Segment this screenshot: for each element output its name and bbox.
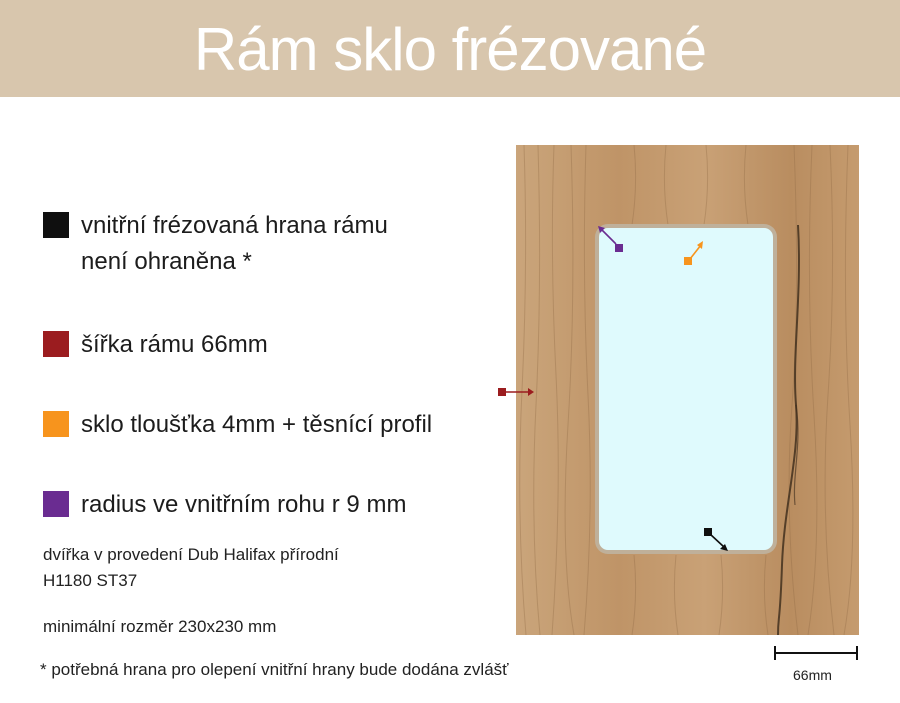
scale-bar (773, 644, 859, 662)
legend-swatch-red (43, 331, 69, 357)
legend-swatch-black (43, 212, 69, 238)
glass-thickness-marker (682, 238, 708, 268)
finish-note-line1: dvířka v provedení Dub Halifax přírodní (43, 545, 339, 564)
legend-swatch-purple (43, 491, 69, 517)
corner-radius-marker (596, 224, 628, 254)
legend-label-corner-radius: radius ve vnitřním rohu r 9 mm (81, 491, 407, 518)
legend-label-inner-edge-line2: není ohraněna * (81, 248, 252, 275)
glass-pane (599, 228, 773, 550)
scale-bar-label: 66mm (793, 667, 832, 683)
min-size-note: minimální rozměr 230x230 mm (43, 617, 277, 636)
legend-label-frame-width: šířka rámu 66mm (81, 331, 268, 358)
legend-swatch-orange (43, 411, 69, 437)
door-frame-diagram (516, 145, 859, 635)
page-title: Rám sklo frézované (193, 16, 707, 83)
finish-note-line2: H1180 ST37 (43, 571, 138, 590)
legend-label-inner-edge-line1: vnitřní frézovaná hrana rámu (81, 212, 388, 239)
legend-label-glass-thickness: sklo tloušťka 4mm + těsnící profil (81, 411, 433, 438)
frame-width-marker (496, 385, 536, 399)
title-banner (0, 0, 900, 97)
inner-edge-marker (702, 526, 732, 554)
footnote: * potřebná hrana pro olepení vnitřní hrany bude dodána zvlášť (40, 660, 509, 679)
